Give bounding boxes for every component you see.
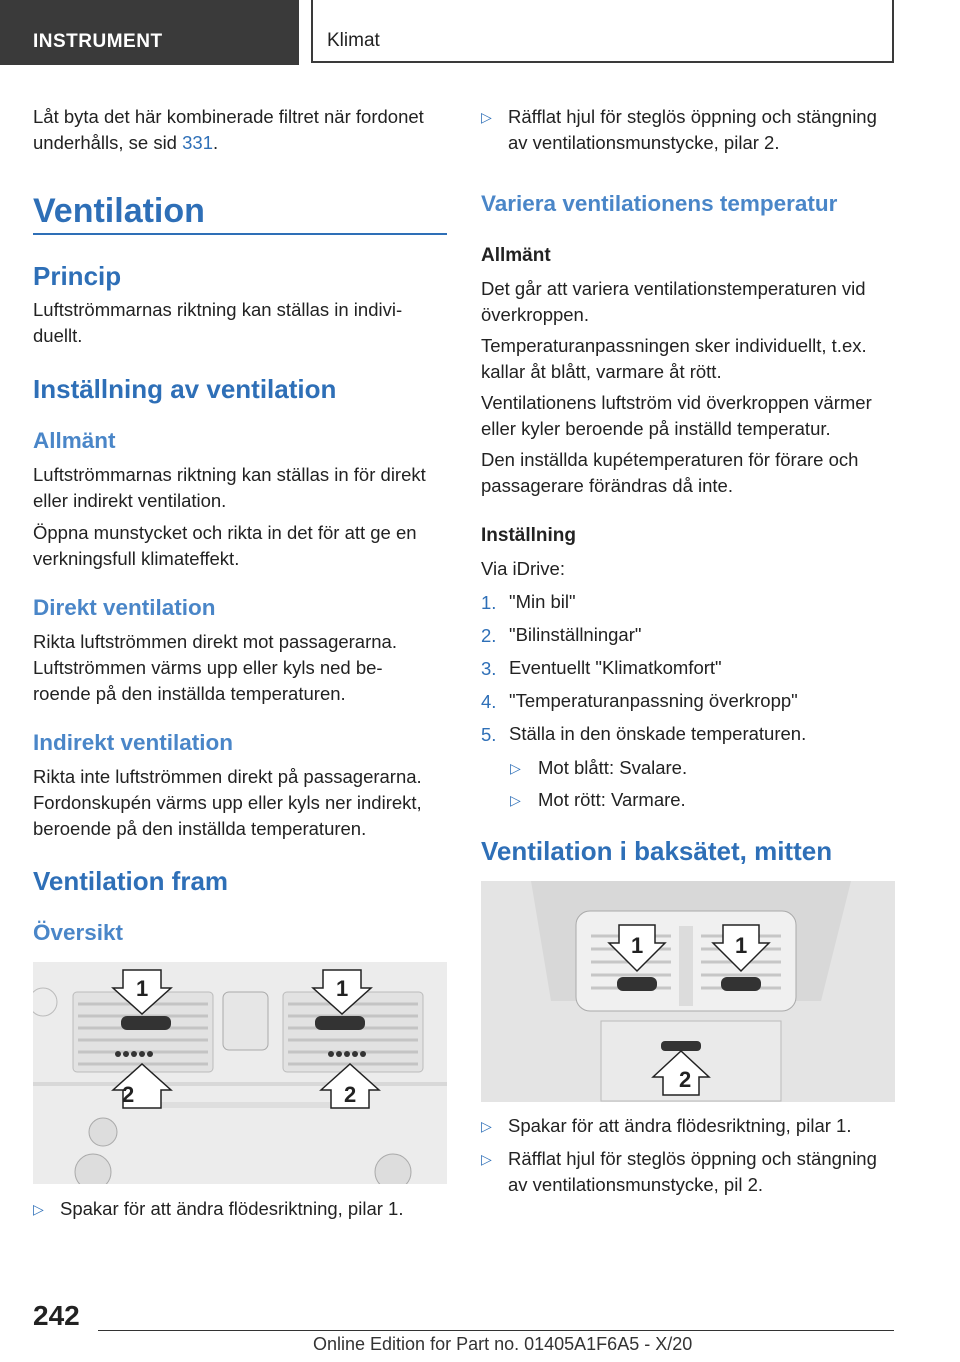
rear-label-2: 2 <box>679 1067 692 1092</box>
step-text: "Temperaturanpassning överkropp" <box>509 690 798 711</box>
intro-text: underhålls, se sid <box>33 132 177 153</box>
allmant-left-line-1: Luftströmmarnas riktning kan ställas in för direkt <box>33 464 426 485</box>
princip-line-2: duellt. <box>33 325 83 346</box>
heading-direkt: Direkt ventilation <box>33 595 216 620</box>
allmant-right-line-8: passagerare förändras då inte. <box>481 475 733 496</box>
front-vents-illustration <box>33 962 447 1184</box>
heading-allmant-right: Allmänt <box>481 245 551 266</box>
rear-vents-illustration <box>481 881 895 1102</box>
step-text: Ställa in den önskade temperaturen. <box>509 723 807 744</box>
front-vents-svg <box>33 962 447 1184</box>
allmant-right-line-5: Ventilationens luftström vid överkroppen värmer <box>481 392 872 413</box>
right-top-bullet-line-2: av ventilationsmunstycke, pilar 2. <box>508 132 780 153</box>
allmant-right-line-2: överkroppen. <box>481 304 589 325</box>
page-link[interactable]: 331 <box>182 132 213 153</box>
intro-line-2 <box>33 130 218 156</box>
heading-rule <box>33 233 447 235</box>
rear-bullet-2-line-1: Räfflat hjul för steglös öppning och stängning <box>508 1148 877 1169</box>
allmant-right-line-6: eller kyler beroende på inställd temperatur. <box>481 418 831 439</box>
allmant-left-line-3: Öppna munstycket och rikta in det för att ge en <box>33 522 417 543</box>
heading-indirekt: Indirekt ventilation <box>33 730 234 755</box>
footer-edition: Online Edition for Part no. 01405A1F6A5 - X/20 <box>313 1334 693 1354</box>
heading-ventilation: Ventilation <box>33 192 205 230</box>
front-label-2b: 2 <box>344 1082 357 1107</box>
heading-fram: Ventilation fram <box>33 866 229 896</box>
header-section-label: INSTRUMENT <box>33 31 163 52</box>
sub-bullet-1: Mot blått: Svalare. <box>538 757 688 778</box>
allmant-right-line-3: Temperaturanpassningen sker individuellt, t.ex. <box>481 335 867 356</box>
header-section-tab <box>0 0 299 65</box>
step-text: Eventuellt "Klimatkomfort" <box>509 657 722 678</box>
bullet-triangle-icon: ▷ <box>481 1118 492 1134</box>
rear-label-1a: 1 <box>631 933 644 958</box>
heading-oversikt: Översikt <box>33 920 124 945</box>
direkt-line-2: Luftströmmen värms upp eller kyls ned be- <box>33 657 383 678</box>
page-number: 242 <box>33 1300 80 1331</box>
direkt-line-1: Rikta luftströmmen direkt mot passagerarna. <box>33 631 397 652</box>
bullet-triangle-icon: ▷ <box>481 109 492 125</box>
rear-label-1b: 1 <box>735 933 748 958</box>
bullet-triangle-icon: ▷ <box>510 760 521 776</box>
header-chapter-label: Klimat <box>327 30 380 51</box>
step-number: 5. <box>481 724 497 745</box>
allmant-right-line-7: Den inställda kupétemperaturen för förare och <box>481 449 859 470</box>
step-number: 3. <box>481 658 497 679</box>
front-label-1b: 1 <box>336 976 349 1001</box>
princip-line-1: Luftströmmarnas riktning kan ställas in indivi- <box>33 299 403 320</box>
intro-end: . <box>213 132 219 153</box>
rear-bullet-1: Spakar för att ändra flödesriktning, pilar 1. <box>508 1115 852 1136</box>
direkt-line-3: roende på den inställda temperaturen. <box>33 683 346 704</box>
intro-line-1: Låt byta det här kombinerade filtret när fordonet <box>33 106 424 127</box>
footer-rule <box>98 1330 894 1331</box>
heading-installning-right: Inställning <box>481 525 576 546</box>
step-number: 4. <box>481 691 497 712</box>
header-chapter-tab <box>311 0 894 63</box>
right-top-bullet-line-1: Räfflat hjul för steglös öppning och stängning <box>508 106 877 127</box>
allmant-left-line-4: verkningsfull klimateffekt. <box>33 548 240 569</box>
heading-variera: Variera ventilationens temperatur <box>481 191 838 216</box>
bullet-triangle-icon: ▷ <box>481 1151 492 1167</box>
heading-baksate: Ventilation i baksätet, mitten <box>481 836 833 866</box>
allmant-right-line-4: kallar åt blått, varmare åt rött. <box>481 361 722 382</box>
via-idrive: Via iDrive: <box>481 558 565 579</box>
bullet-triangle-icon: ▷ <box>510 792 521 808</box>
step-number: 2. <box>481 625 497 646</box>
rear-bullet-2-line-2: av ventilationsmunstycke, pil 2. <box>508 1174 764 1195</box>
bullet-triangle-icon: ▷ <box>33 1201 44 1217</box>
heading-princip: Princip <box>33 261 122 291</box>
step-number: 1. <box>481 592 497 613</box>
indirekt-line-2: Fordonskupén värms upp eller kyls ner indirekt, <box>33 792 422 813</box>
heading-installning: Inställning av ventilation <box>33 374 337 404</box>
indirekt-line-1: Rikta inte luftströmmen direkt på passagerarna. <box>33 766 422 787</box>
indirekt-line-3: beroende på den inställda temperaturen. <box>33 818 367 839</box>
front-label-1a: 1 <box>136 976 149 1001</box>
front-label-2a: 2 <box>122 1082 135 1107</box>
allmant-right-line-1: Det går att variera ventilationstemperaturen vid <box>481 278 866 299</box>
sub-bullet-2: Mot rött: Varmare. <box>538 789 686 810</box>
heading-allmant-left: Allmänt <box>33 428 116 453</box>
step-text: "Min bil" <box>509 591 576 612</box>
step-text: "Bilinställningar" <box>509 624 642 645</box>
allmant-left-line-2: eller indirekt ventilation. <box>33 490 227 511</box>
front-bullet-1: Spakar för att ändra flödesriktning, pilar 1. <box>60 1198 404 1219</box>
